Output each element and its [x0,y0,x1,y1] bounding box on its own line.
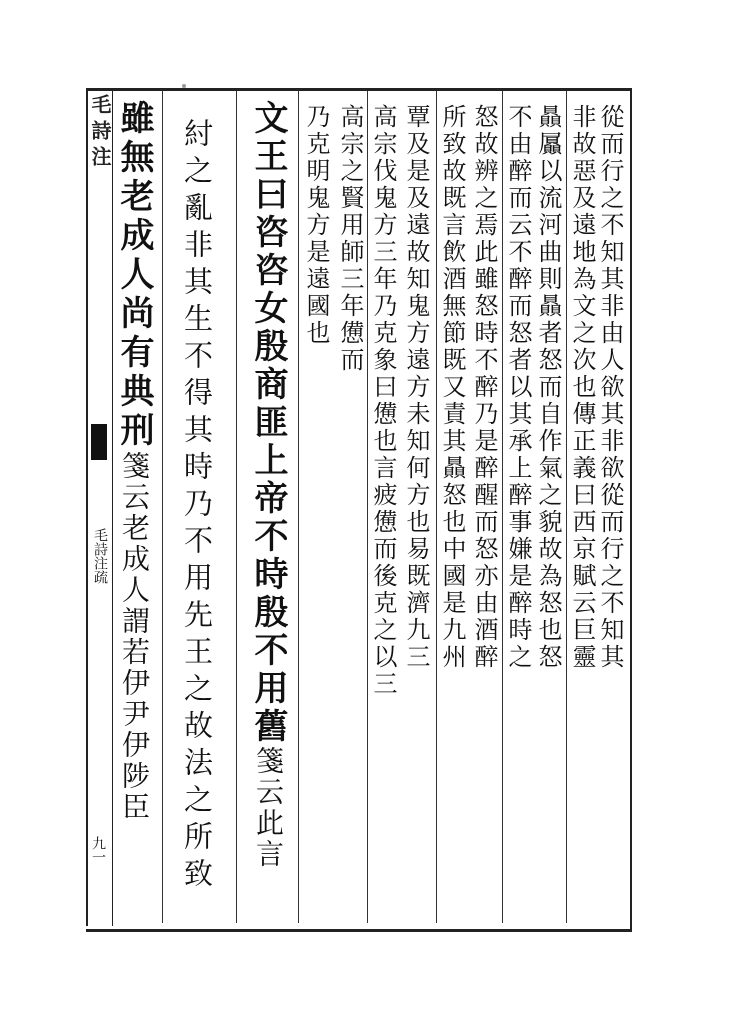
spine-fishtail-mark [91,424,107,460]
commentary-column-5: 怒故辨之焉此雖怒時不醉乃是醉醒而怒亦由酒醉 [470,104,498,671]
page-number: 九一 [90,836,106,864]
column-divider [566,91,567,923]
commentary-column-2: 非故惡及遠地為文之次也傳正義曰西京賦云巨靈 [568,104,596,671]
main-text-verse-1: 文王曰咨咨女殷商匪上帝不時殷不用舊 [248,100,288,746]
commentary-column-1: 從而行之不知其非由人欲其非欲從而行之不知其 [596,104,624,671]
main-text-column-3 [114,100,154,823]
main-text-verse-3: 雖無老成人尚有典刑 [114,100,154,451]
column-divider [367,91,368,923]
column-divider [502,91,503,923]
main-text-note-1: 箋云此言 [252,746,285,870]
column-divider [162,91,163,923]
spine-title: 毛詩注 [88,94,112,172]
commentary-column-3: 贔屭以流河曲則贔者怒而自作氣之貌故為怒也怒 [534,104,562,671]
column-divider [236,91,237,923]
column-divider [298,91,299,923]
main-text-column-2: 紂之亂非其生不得其時乃不用先王之故法之所致 [180,118,214,895]
main-text-note-3: 箋云老成人謂若伊尹伊陟臣 [118,451,151,823]
commentary-column-10: 乃克明鬼方是遠國也 [302,104,330,347]
book-spine-margin [86,88,113,926]
commentary-column-4: 不由醉而云不醉而怒者以其承上醉事嫌是醉時之 [504,104,532,671]
commentary-column-6: 所致故既言飲酒無節既又責其贔怒也中國是九州 [438,104,466,671]
spine-label: 毛詩注疏 [92,528,108,584]
commentary-column-7: 覃及是及遠故知鬼方遠方未知何方也易既濟九三 [402,104,430,671]
main-text-column-1 [248,100,288,870]
commentary-column-8: 高宗伐鬼方三年乃克象曰憊也言疲憊而後克之以三 [369,104,397,698]
scan-speck [182,84,186,88]
commentary-column-9: 高宗之賢用師三年憊而 [336,104,364,374]
column-divider [436,91,437,923]
